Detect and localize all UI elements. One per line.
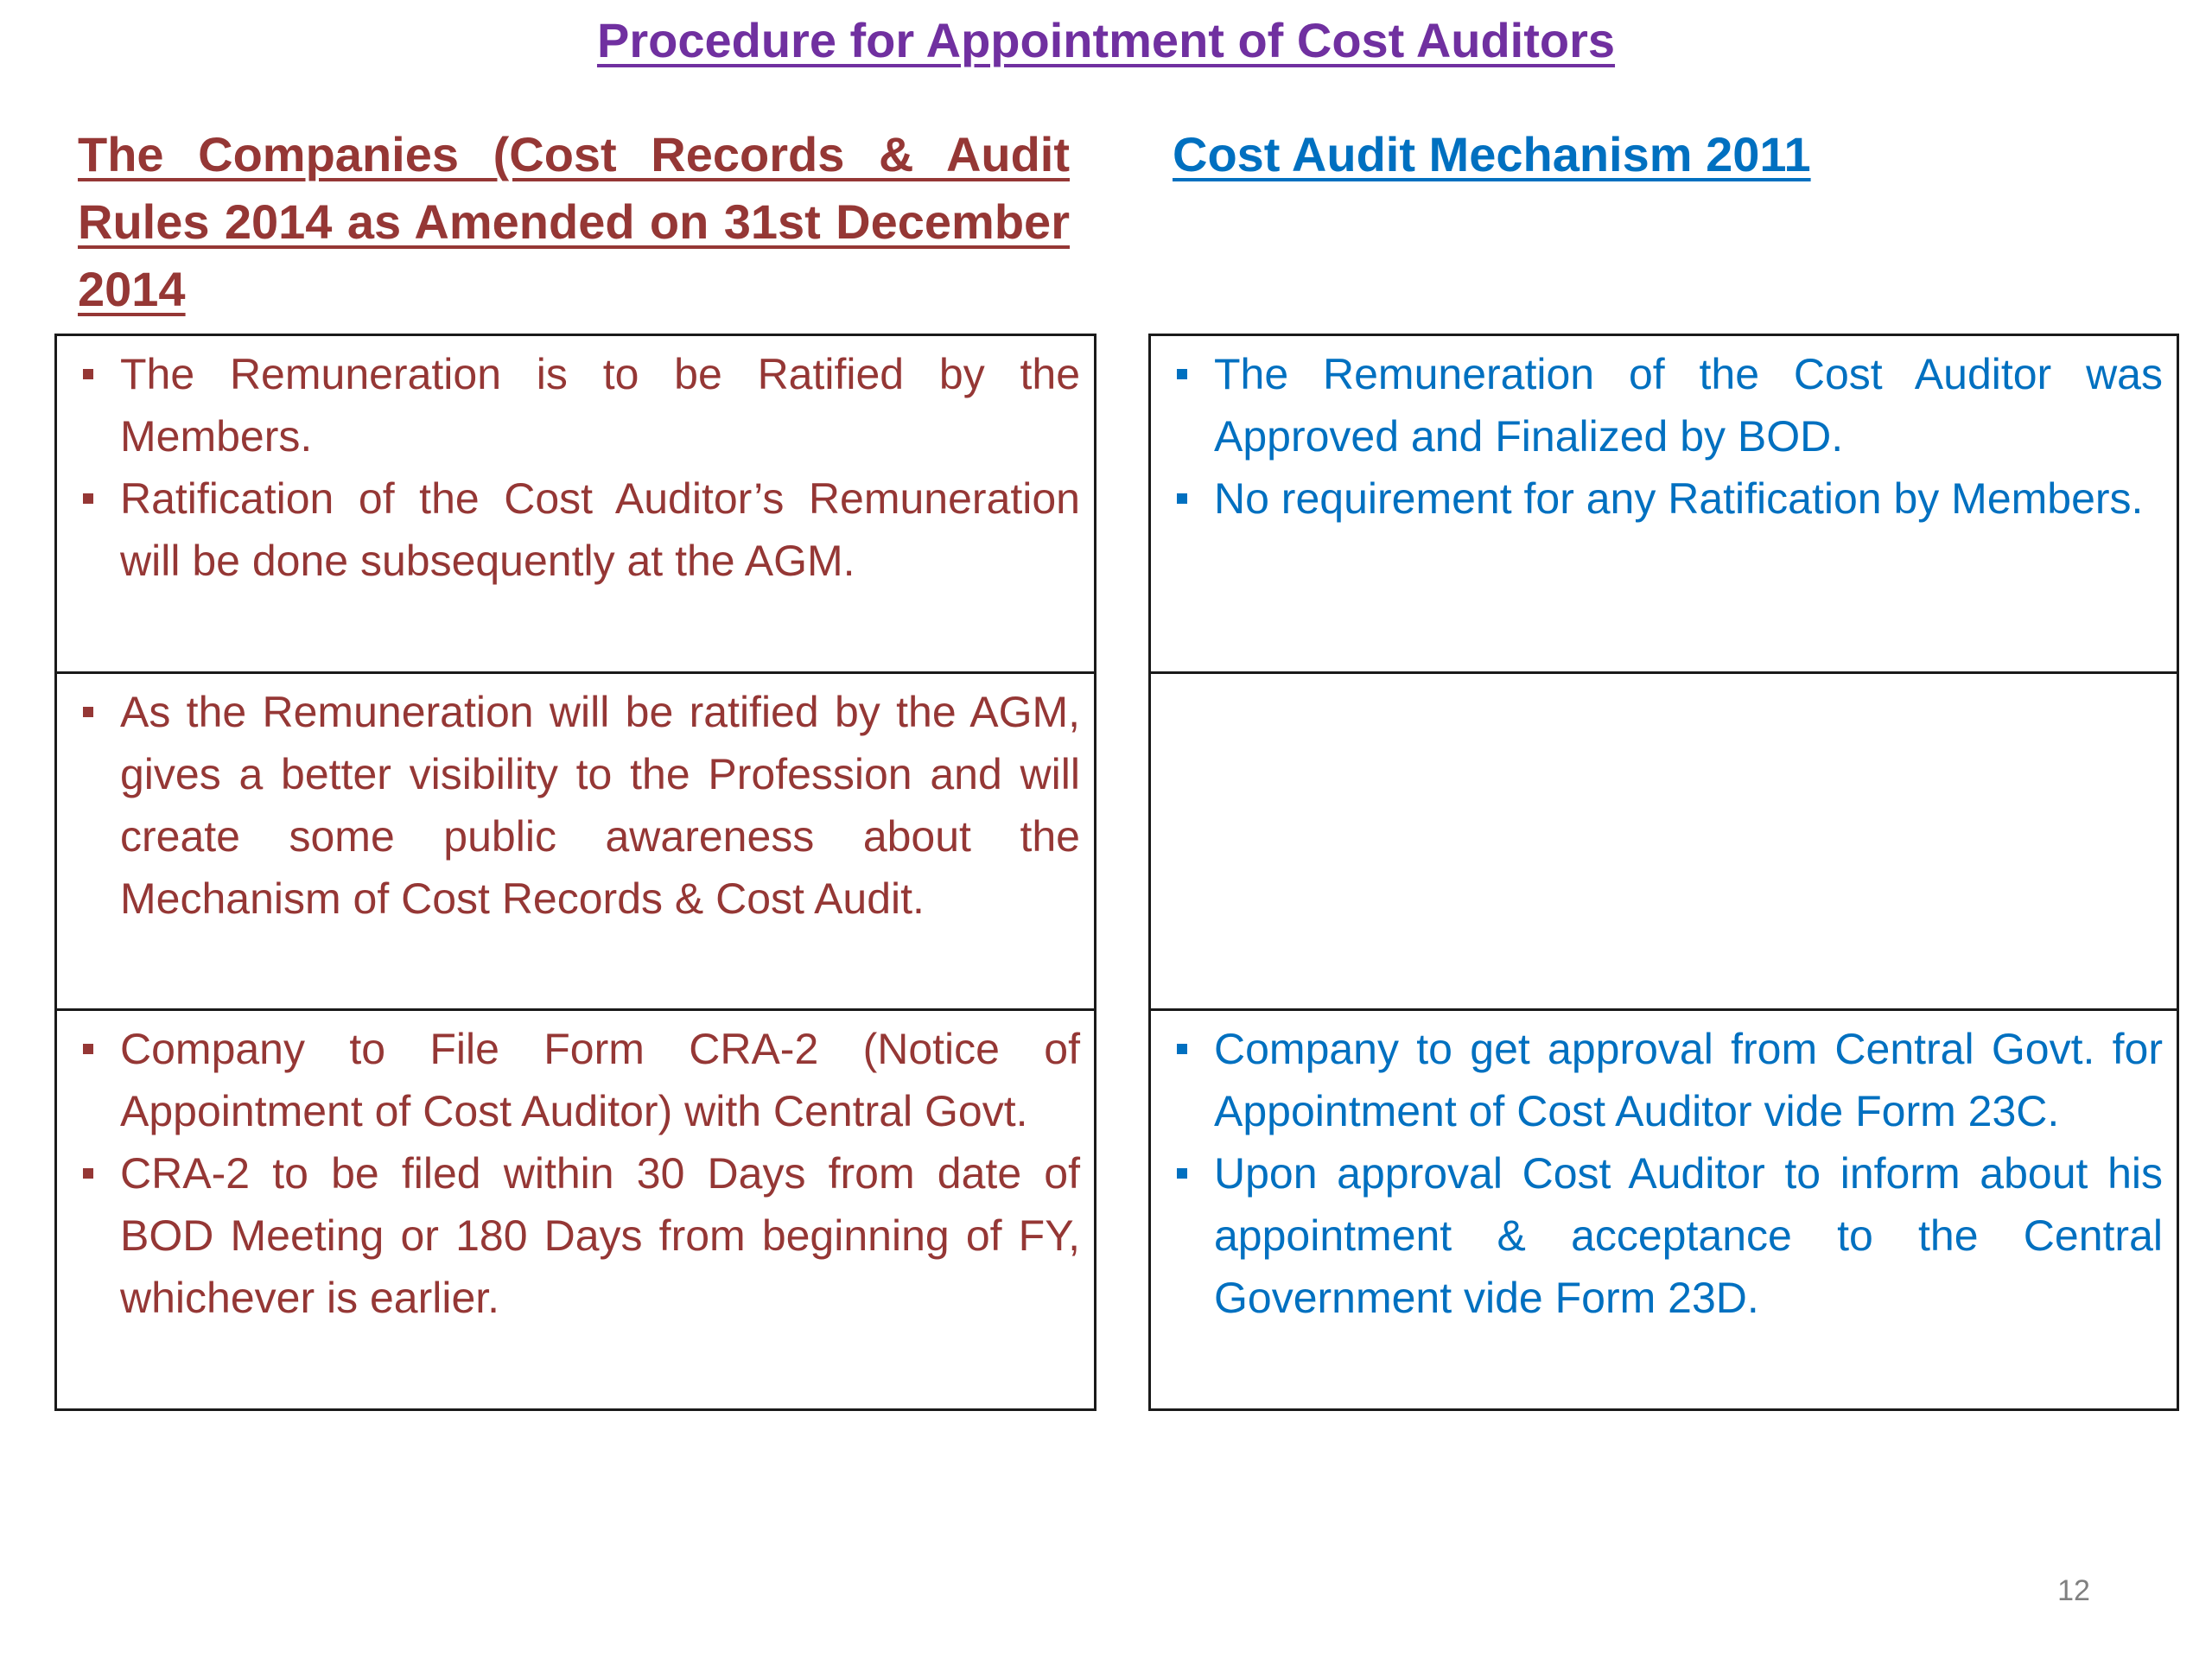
bullet-list	[57, 1018, 1094, 1329]
left-column-table	[54, 334, 1096, 1411]
bullet-item: Ratification of the Cost Auditor’s Remuneration will be done subsequently at the AGM.	[57, 467, 1094, 592]
slide-title: Procedure for Appointment of Cost Auditors	[596, 13, 1616, 67]
bullet-list	[57, 681, 1094, 930]
right-column-heading: Cost Audit Mechanism 2011	[1173, 127, 1811, 181]
page-number: 12	[2057, 1574, 2090, 1607]
bullet-item: As the Remuneration will be ratified by the AGM, gives a better visibility to the Profession and will create some public awareness about the Mechanism of Cost Records & Cost Audit.	[57, 681, 1094, 930]
bullet-item: Company to File Form CRA-2 (Notice of Appointment of Cost Auditor) with Central Govt.	[57, 1018, 1094, 1142]
bullet-item: No requirement for any Ratification by Members.	[1151, 467, 2177, 530]
right-cell-approval	[1151, 336, 2177, 674]
left-cell-visibility	[57, 674, 1094, 1011]
left-column-heading: The Companies (Cost Records & Audit Rules 2014 as Amended on 31st December 2014	[78, 127, 1070, 316]
bullet-list	[1151, 343, 2177, 530]
bullet-item: Company to get approval from Central Govt. for Appointment of Cost Auditor vide Form 23C.	[1151, 1018, 2177, 1142]
bullet-item: Upon approval Cost Auditor to inform about his appointment & acceptance to the Central Government vide Form 23D.	[1151, 1142, 2177, 1329]
left-cell-filing	[57, 1011, 1094, 1408]
bullet-item: The Remuneration is to be Ratified by the Members.	[57, 343, 1094, 467]
right-column-table	[1148, 334, 2179, 1411]
bullet-item: CRA-2 to be filed within 30 Days from date of BOD Meeting or 180 Days from beginning of FY, whichever is earlier.	[57, 1142, 1094, 1329]
bullet-list	[57, 343, 1094, 592]
left-cell-ratification	[57, 336, 1094, 674]
bullet-list	[1151, 1018, 2177, 1329]
right-cell-forms	[1151, 1011, 2177, 1408]
right-cell-empty	[1151, 674, 2177, 1011]
bullet-item: The Remuneration of the Cost Auditor was Approved and Finalized by BOD.	[1151, 343, 2177, 467]
